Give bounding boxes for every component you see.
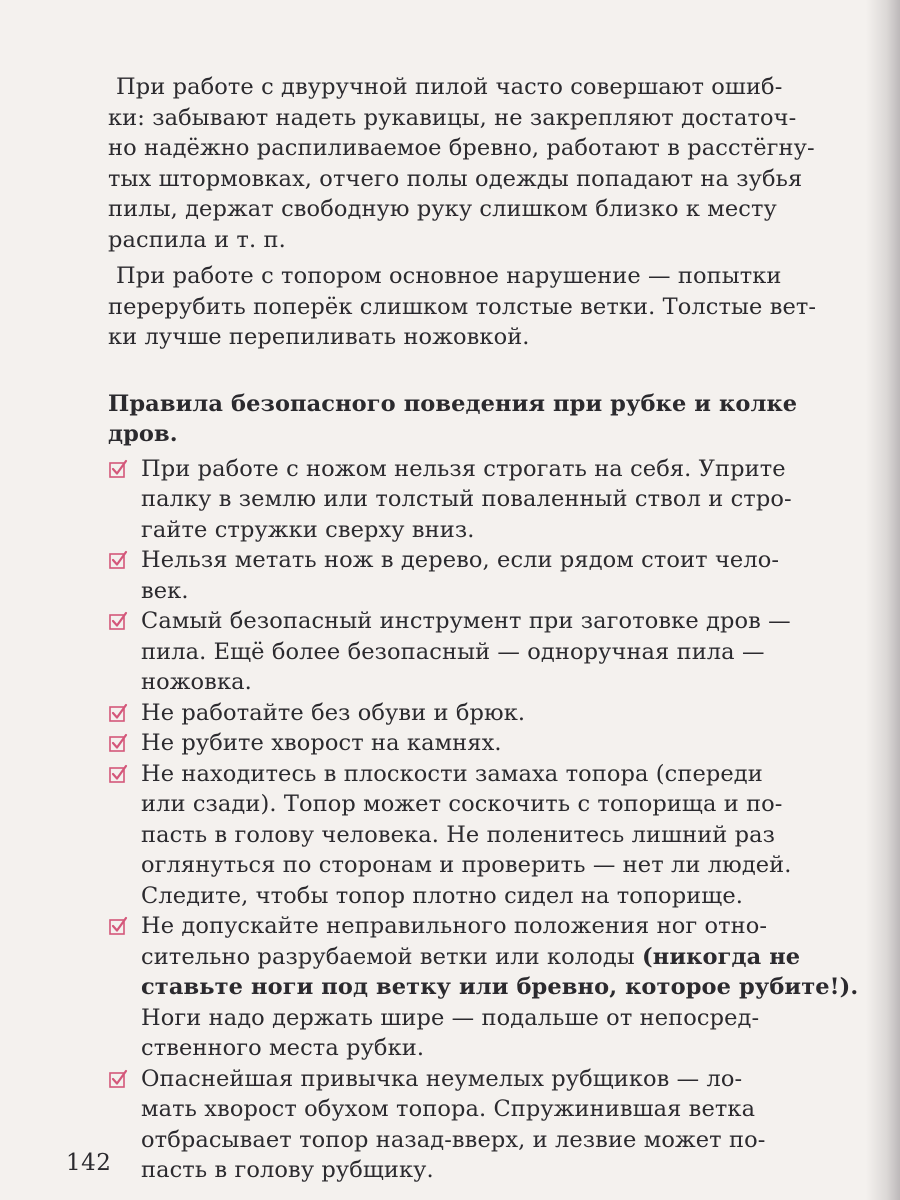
rule-item: [108, 606, 890, 698]
rules-list: [108, 454, 890, 1186]
checked-box-icon: [108, 611, 128, 631]
rule-text-line: гайте стружки сверху вниз.: [141, 516, 475, 543]
rule-text-line: Не допускайте неправильного положения ног отно-: [141, 913, 768, 939]
rule-text-line: Опаснейшая привычка неумелых рубщиков — ло-: [141, 1065, 743, 1092]
rule-text-emphasis: (никогда не: [642, 943, 801, 970]
rule-text-line: век.: [141, 577, 189, 604]
rule-text-line: При работе с ножом нельзя строгать на себя. Уприте: [141, 455, 786, 482]
rule-text-line: пила. Ещё более безопасный — одноручная пила —: [141, 638, 765, 665]
rule-text-line: ственного места рубки.: [141, 1035, 425, 1061]
rule-text-line: отбрасывает топор назад-вверх, и лезвие может по-: [141, 1126, 766, 1153]
rule-text-normal: сительно разрубаемой ветки или колоды: [141, 943, 643, 970]
rule-text-line: мать хворост обухом топора. Спружинившая ветка: [141, 1096, 756, 1122]
rule-item: [108, 728, 890, 759]
text-line: пилы, держат свободную руку слишком близко к месту: [108, 196, 777, 222]
rule-text-line-mixed: [141, 942, 890, 973]
page-content: [108, 72, 890, 1186]
text-line: но надёжно распиливаемое бревно, работают в расстёгну-: [108, 135, 815, 161]
rule-text-line: Следите, чтобы топор плотно сидел на топорище.: [141, 882, 743, 909]
text-line: перерубить поперёк слишком толстые ветки. Толстые вет-: [108, 293, 817, 320]
section-heading: [108, 389, 890, 450]
heading-line: дров.: [108, 421, 178, 447]
rule-text-line: Ноги надо держать шире — подальше от непосред-: [141, 1004, 760, 1031]
rule-text-line: Самый безопасный инструмент при заготовке дров —: [141, 608, 791, 634]
rule-text-line: палку в землю или толстый поваленный ствол и стро-: [141, 486, 792, 512]
rule-text-line: Не рубите хворост на камнях.: [141, 730, 502, 756]
rule-text-line: оглянуться по сторонам и проверить — нет ли людей.: [141, 852, 792, 878]
rule-text-line: Не работайте без обуви и брюк.: [141, 699, 526, 726]
rule-text-line: Нельзя метать нож в дерево, если рядом стоит чело-: [141, 547, 780, 573]
text-line: При работе с топором основное нарушение — попытки: [116, 263, 782, 289]
text-line: ки лучше перепиливать ножовкой.: [108, 324, 530, 350]
rule-item: [108, 911, 890, 1064]
rule-text-emphasis: ставьте ноги под ветку или бревно, которое рубите!).: [141, 974, 859, 1000]
paragraph-two-handed-saw: [108, 72, 890, 255]
rule-item: [108, 698, 890, 729]
checked-box-icon: [108, 916, 128, 936]
rule-item: [108, 545, 890, 606]
rule-text-line: пасть в голову рубщику.: [141, 1157, 434, 1183]
rule-text-line: или сзади). Топор может соскочить с топорища и по-: [141, 791, 783, 817]
rule-item: [108, 454, 890, 546]
checked-box-icon: [108, 733, 128, 753]
paragraph-axe: [108, 261, 890, 353]
text-line: ки: забывают надеть рукавицы, не закрепляют достаточ-: [108, 104, 797, 131]
rule-item: [108, 759, 890, 912]
page-number: 142: [66, 1150, 112, 1176]
checked-box-icon: [108, 703, 128, 723]
heading-line: Правила безопасного поведения при рубке и колке: [108, 390, 798, 417]
rule-item: [108, 1064, 890, 1186]
text-line: При работе с двуручной пилой часто совершают ошиб-: [116, 74, 783, 100]
rule-text-line: Не находитесь в плоскости замаха топора (спереди: [141, 760, 763, 787]
checked-box-icon: [108, 459, 128, 479]
rule-text-line: ножовка.: [141, 669, 252, 695]
text-line: распила и т. п.: [108, 226, 286, 253]
text-line: тых штормовках, отчего полы одежды попадают на зубья: [108, 165, 803, 192]
checked-box-icon: [108, 764, 128, 784]
checked-box-icon: [108, 550, 128, 570]
rule-text-line: пасть в голову человека. Не поленитесь лишний раз: [141, 821, 776, 848]
checked-box-icon: [108, 1069, 128, 1089]
